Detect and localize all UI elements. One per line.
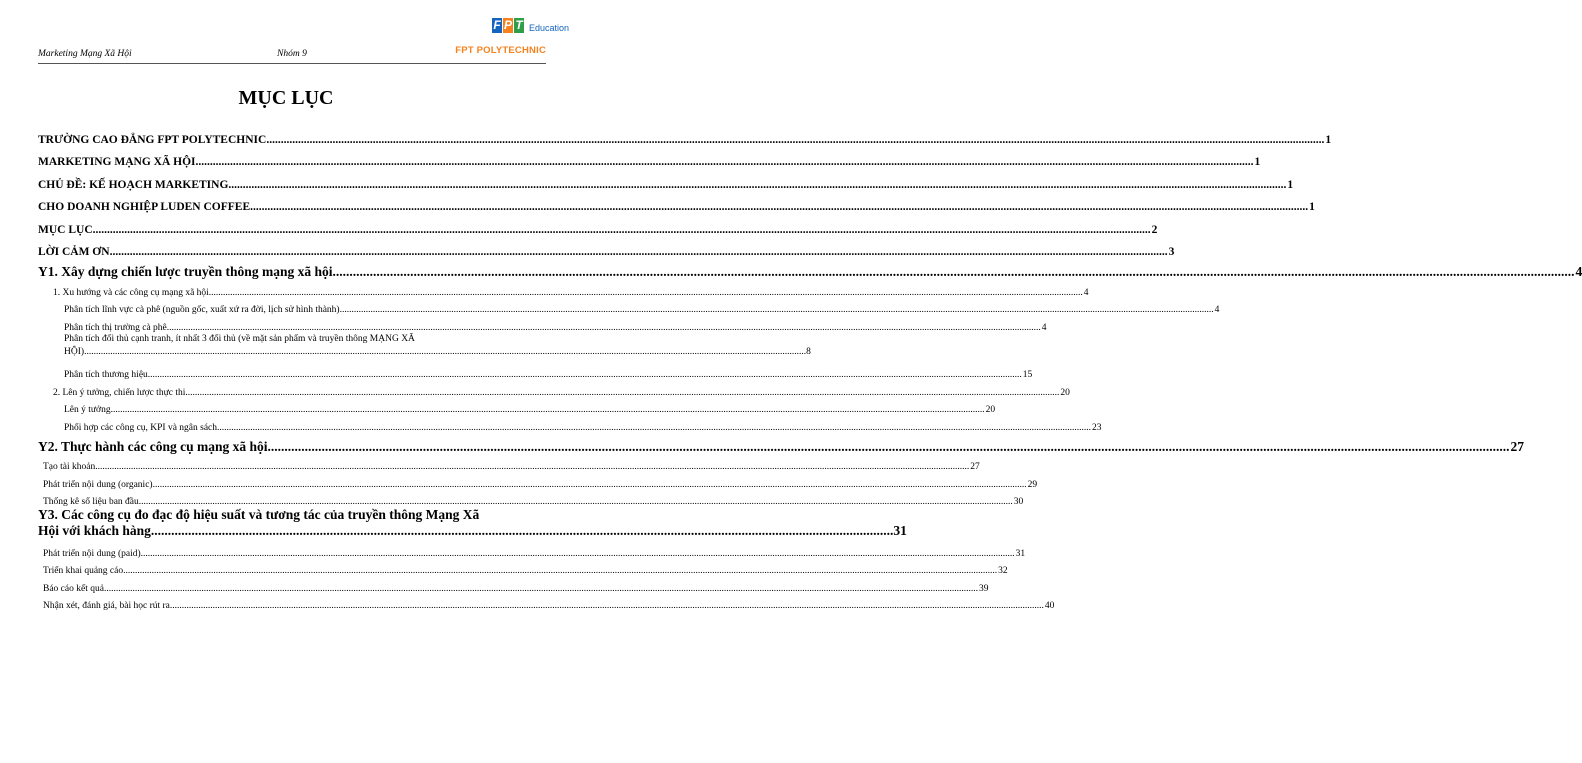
toc-entry-text: Y2. Thực hành các công cụ mạng xã hội [38,438,268,454]
toc-entry-y1-2a[interactable] [38,398,996,416]
toc-entry-text-line1: Y3. Các công cụ đo đạc độ hiệu suất và tương tác của truyền thông Mạng Xã [38,507,480,522]
toc-page-number: 1 [1254,156,1261,168]
toc-entry-text: Phân tích thương hiệu [64,370,148,380]
toc-entry-text: Phân tích lĩnh vực cà phê (nguồn gốc, xuất xứ ra đời, lịch sử hình thành) [64,305,340,315]
logo-education-label: Education [529,22,570,33]
logo-letter-t: T [515,18,523,32]
fpt-polytechnic-logo [416,18,570,62]
toc-leader [266,134,1324,146]
toc-entry-text: Phát triển nội dung (paid) [43,548,141,559]
toc-leader [141,549,1015,559]
toc-entry-y2c[interactable] [38,490,1024,508]
toc-page-number: 32 [998,566,1008,576]
toc-entry-y3b[interactable] [38,559,1008,577]
toc-entry-text: MARKETING MẠNG XÃ HỘI [38,156,196,168]
toc-entry-text: Phát triển nội dung (organic) [43,479,153,490]
toc-page-number: 30 [1013,497,1024,507]
toc-entry-y3d[interactable] [38,594,1055,612]
toc-leader [153,480,1027,490]
header-divider [38,63,546,64]
toc-page-number: 40 [1044,601,1055,611]
toc-entry-school[interactable] [38,123,1332,146]
toc-leader [228,179,1286,191]
fpt-logo-mark [492,18,569,33]
toc-entry-y1-2b[interactable] [38,415,1102,433]
toc-entry-y2b[interactable] [38,472,1038,490]
toc-entry-y1-2[interactable] [38,380,1070,398]
toc-entry-y2[interactable] [38,433,1525,455]
toc-page-number: 15 [1022,370,1033,380]
toc-entry-y1-1b[interactable] [38,315,1047,333]
toc-entry-text-line2: HỘI) [64,346,85,357]
toc-page-number: 31 [1015,548,1026,559]
toc-leader [209,288,1083,298]
toc-entry-text: Thống kê số liệu ban đầu [43,497,139,507]
toc-leader [268,439,1510,455]
toc-leader [332,264,1574,280]
toc-leader [93,224,1151,236]
toc-page-number: 39 [978,583,989,594]
toc-page-number: 4 [1575,264,1582,279]
toc-entry-text: Phối hợp các công cụ, KPI và ngân sách [64,422,218,433]
toc-leader [84,346,806,359]
toc-page-number: 31 [893,523,907,538]
toc-leader [250,201,1308,213]
toc-entry-text: LỜI CẢM ƠN [38,246,110,258]
toc-page-number: 27 [970,462,980,472]
toc-page-number: 20 [1060,387,1070,398]
toc-entry-y1-1a[interactable] [38,298,1220,316]
toc-entry-text: Triển khai quảng cáo [43,566,124,576]
toc-page-number: 4 [1041,322,1047,333]
toc-leader [185,388,1059,398]
toc-page-number: 1 [1287,178,1294,191]
toc-leader [139,497,1013,507]
toc-page-number: 29 [1027,479,1038,490]
toc-entry-y3[interactable] [38,507,907,541]
toc-leader [170,601,1044,611]
toc-entry-subject[interactable] [38,146,1261,169]
toc-entry-text-line1: Phân tích đối thủ cạnh tranh, ít nhất 3 đối thủ (về mặt sản phẩm và truyền thông MẠNG XÃ [64,333,415,344]
toc-entry-company[interactable] [38,191,1315,214]
toc-entry-text: CHỦ ĐỀ: KẾ HOẠCH MARKETING [38,178,229,191]
toc-leader [196,156,1254,168]
toc-leader [217,423,1091,433]
toc-entry-text: CHO DOANH NGHIỆP LUDEN COFFEE [38,201,251,213]
logo-letter-f: F [493,18,501,32]
toc-entry-y3a[interactable] [38,541,1026,559]
toc-leader [110,246,1168,258]
page-header [38,18,570,66]
toc-entry-contents[interactable] [38,213,1158,236]
toc-page-number: 23 [1092,422,1102,433]
toc-entry-thanks[interactable] [38,236,1175,259]
toc-entry-topic[interactable] [38,168,1294,191]
toc-entry-text: Lên ý tưởng [64,405,111,415]
toc-entry-y3c[interactable] [38,576,989,594]
toc-page-number: 4 [1214,305,1220,315]
toc-page-number: 2 [1151,223,1158,236]
toc-entry-text: 2. Lên ý tưởng, chiến lược thực thi [53,387,186,398]
toc-entry-y1-1c[interactable] [38,333,811,363]
toc-entry-text-line2: Hội với khách hàng [38,523,151,538]
toc-leader [151,523,894,539]
logo-letter-p: P [503,18,512,32]
toc-entry-y1-1d[interactable] [38,363,1033,381]
toc-entry-text: Báo cáo kết quả [43,583,104,594]
toc-page-number: 1 [1309,201,1315,213]
toc-entry-text: MỤC LỤC [38,223,93,236]
header-group-name: Nhóm 9 [277,49,307,59]
toc-entry-text: TRƯỜNG CAO ĐẲNG FPT POLYTECHNIC [38,133,267,146]
toc-page-number: 4 [1083,287,1089,298]
toc-leader [167,323,1041,333]
toc-page-number: 27 [1510,438,1525,454]
toc-leader [340,305,1214,315]
toc-entry-text: Tạo tài khoản [43,462,96,472]
toc-leader [148,370,1022,380]
toc-entry-text: Nhận xét, đánh giá, bài học rút ra [43,601,170,611]
toc-entry-text: Phân tích thị trường cà phê [64,322,167,333]
page-title: MỤC LỤC [238,87,334,109]
toc-entry-y2a[interactable] [38,455,980,473]
toc-leader [104,584,978,594]
toc-leader [123,566,997,576]
toc-page-number: 20 [985,405,996,415]
toc-page-number: 1 [1325,133,1332,146]
table-of-contents [38,123,1582,611]
toc-entry-text: Y1. Xây dựng chiến lược truyền thông mạng xã hội [38,264,333,279]
toc-page-number: 3 [1168,246,1175,258]
toc-entry-text: 1. Xu hướng và các công cụ mạng xã hội [53,287,209,298]
toc-leader [95,462,969,472]
toc-page-number: 8 [806,346,811,357]
logo-polytechnic-label: FPT POLYTECHNIC [455,45,546,56]
toc-entry-y1[interactable] [38,258,1582,280]
toc-entry-y1-1[interactable] [38,280,1089,298]
toc-leader [111,405,985,415]
header-course-name: Marketing Mạng Xã Hội [38,49,132,59]
